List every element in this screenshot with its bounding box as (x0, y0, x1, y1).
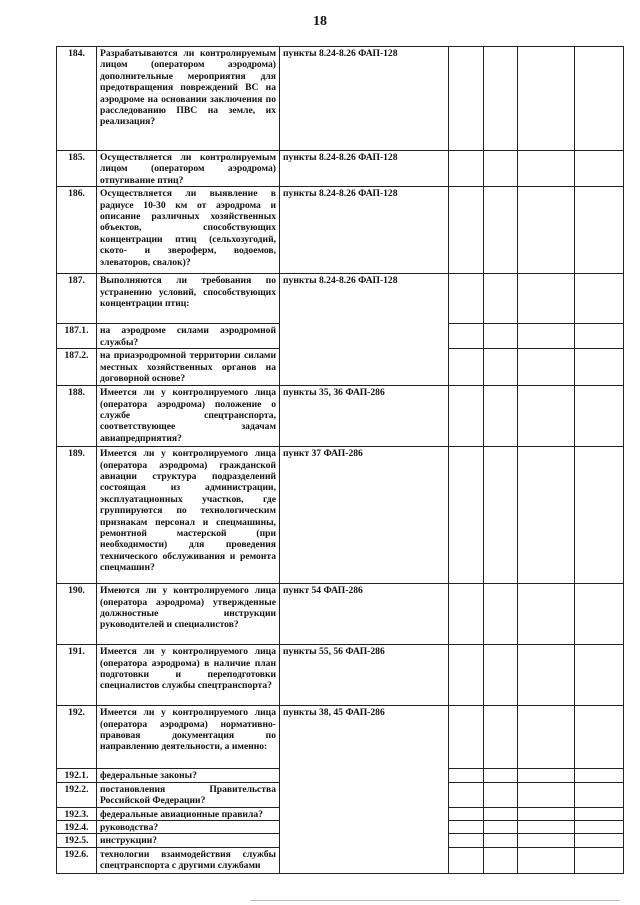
answer-yes-cell[interactable] (449, 821, 484, 834)
table-row (57, 645, 624, 706)
note-cell[interactable] (575, 584, 624, 645)
legal-reference (280, 807, 449, 820)
answer-na-cell[interactable] (518, 324, 575, 349)
table-row (57, 847, 624, 873)
row-number: 184. (57, 47, 97, 151)
row-number: 191. (57, 645, 97, 706)
answer-na-cell[interactable] (518, 645, 575, 706)
answer-yes-cell[interactable] (449, 847, 484, 873)
answer-yes-cell[interactable] (449, 834, 484, 847)
question-text: на приаэродромной территории силами местных хозяйственных органов на договорной основе? (97, 349, 280, 386)
note-cell[interactable] (575, 151, 624, 187)
row-number: 187.2. (57, 349, 97, 386)
answer-yes-cell[interactable] (449, 584, 484, 645)
table-row (57, 349, 624, 386)
note-cell[interactable] (575, 274, 624, 324)
answer-no-cell[interactable] (484, 821, 518, 834)
answer-yes-cell[interactable] (449, 769, 484, 782)
note-cell[interactable] (575, 706, 624, 769)
legal-reference: пункт 54 ФАП-286 (280, 584, 449, 645)
legal-reference: пункты 55, 56 ФАП-286 (280, 645, 449, 706)
note-cell[interactable] (575, 847, 624, 873)
table-row (57, 807, 624, 820)
question-text: Осуществляется ли выявление в радиусе 10-30 км от аэродрома и описание различных хозяйственных объектов, способствующих концентрации птиц (сельхозугодий, ското- и звероферм, водоемов, элеваторов, свалок)? (97, 187, 280, 274)
question-text: федеральные законы? (97, 769, 280, 782)
answer-yes-cell[interactable] (449, 386, 484, 447)
answer-no-cell[interactable] (484, 834, 518, 847)
answer-na-cell[interactable] (518, 151, 575, 187)
page-bottom-rule (250, 900, 620, 901)
answer-na-cell[interactable] (518, 807, 575, 820)
note-cell[interactable] (575, 821, 624, 834)
table-row (57, 447, 624, 584)
answer-no-cell[interactable] (484, 769, 518, 782)
note-cell[interactable] (575, 324, 624, 349)
table-row (57, 782, 624, 807)
question-text: руководства? (97, 821, 280, 834)
table-row (57, 584, 624, 645)
row-number: 192.1. (57, 769, 97, 782)
row-number: 187. (57, 274, 97, 324)
legal-reference: пункт 37 ФАП-286 (280, 447, 449, 584)
answer-yes-cell[interactable] (449, 807, 484, 820)
legal-reference (280, 821, 449, 834)
legal-reference: пункты 8.24-8.26 ФАП-128 (280, 187, 449, 274)
legal-reference: пункты 35, 36 ФАП-286 (280, 386, 449, 447)
answer-yes-cell[interactable] (449, 447, 484, 584)
answer-na-cell[interactable] (518, 187, 575, 274)
page-number: 18 (313, 14, 327, 29)
answer-na-cell[interactable] (518, 782, 575, 807)
table-row (57, 324, 624, 349)
answer-no-cell[interactable] (484, 349, 518, 386)
answer-yes-cell[interactable] (449, 349, 484, 386)
answer-na-cell[interactable] (518, 706, 575, 769)
answer-na-cell[interactable] (518, 584, 575, 645)
note-cell[interactable] (575, 447, 624, 584)
legal-reference (280, 834, 449, 847)
answer-yes-cell[interactable] (449, 645, 484, 706)
row-number: 188. (57, 386, 97, 447)
row-number: 187.1. (57, 324, 97, 349)
answer-no-cell[interactable] (484, 584, 518, 645)
note-cell[interactable] (575, 769, 624, 782)
table-row (57, 706, 624, 769)
table-row (57, 274, 624, 324)
answer-yes-cell[interactable] (449, 706, 484, 769)
note-cell[interactable] (575, 47, 624, 151)
answer-na-cell[interactable] (518, 47, 575, 151)
answer-yes-cell[interactable] (449, 782, 484, 807)
question-text: инструкции? (97, 834, 280, 847)
answer-no-cell[interactable] (484, 386, 518, 447)
row-number: 186. (57, 187, 97, 274)
legal-reference: пункты 8.24-8.26 ФАП-128 (280, 151, 449, 187)
answer-na-cell[interactable] (518, 274, 575, 324)
question-text: Имеется ли у контролируемого лица (оператора аэродрома) нормативно-правовая документация по направлению деятельности, а именно: (97, 706, 280, 769)
row-number: 192.4. (57, 821, 97, 834)
question-text: Выполняются ли требования по устранению условий, способствующих концентрации птиц: (97, 274, 280, 324)
legal-reference: пункты 38, 45 ФАП-286 (280, 706, 449, 769)
row-number: 192.3. (57, 807, 97, 820)
table-row (57, 47, 624, 151)
row-number: 189. (57, 447, 97, 584)
legal-reference (280, 782, 449, 807)
answer-no-cell[interactable] (484, 782, 518, 807)
row-number: 192.2. (57, 782, 97, 807)
table-row (57, 187, 624, 274)
answer-na-cell[interactable] (518, 847, 575, 873)
legal-reference: пункты 8.24-8.26 ФАП-128 (280, 274, 449, 324)
row-number: 185. (57, 151, 97, 187)
question-text: Разрабатываются ли контролируемым лицом (оператором аэродрома) дополнительные мероприятия для предотвращения повреждений ВС на аэродроме на основании заключения по расследованию ПВС на земле, их реализация? (97, 47, 280, 151)
legal-reference: пункты 8.24-8.26 ФАП-128 (280, 47, 449, 151)
row-number: 192.6. (57, 847, 97, 873)
legal-reference (280, 324, 449, 349)
legal-reference (280, 349, 449, 386)
row-number: 192. (57, 706, 97, 769)
row-number: 190. (57, 584, 97, 645)
answer-no-cell[interactable] (484, 274, 518, 324)
answer-na-cell[interactable] (518, 821, 575, 834)
legal-reference (280, 769, 449, 782)
legal-reference (280, 847, 449, 873)
table-row (57, 386, 624, 447)
question-text: Осуществляется ли контролируемым лицом (оператором аэродрома) отпугивание птиц? (97, 151, 280, 187)
question-text: Имеются ли у контролируемого лица (оператора аэродрома) утвержденные должностные инструкции руководителей и специалистов? (97, 584, 280, 645)
answer-no-cell[interactable] (484, 151, 518, 187)
question-text: Имеется ли у контролируемого лица (оператора аэродрома) гражданской авиации структура подразделений состоящая из администрации, эксплуатационных участков, где группируются по технологическим признакам персонал и спецмашины, ремонтной мастерской (при необходимости) для проведения технического обслуживания и ремонта спецмашин? (97, 447, 280, 584)
answer-yes-cell[interactable] (449, 151, 484, 187)
table-row (57, 151, 624, 187)
answer-na-cell[interactable] (518, 386, 575, 447)
answer-yes-cell[interactable] (449, 324, 484, 349)
answer-no-cell[interactable] (484, 706, 518, 769)
inspection-checklist-table (56, 46, 624, 874)
answer-yes-cell[interactable] (449, 47, 484, 151)
table-row (57, 821, 624, 834)
table-row (57, 834, 624, 847)
answer-yes-cell[interactable] (449, 187, 484, 274)
note-cell[interactable] (575, 349, 624, 386)
table-row (57, 769, 624, 782)
answer-na-cell[interactable] (518, 769, 575, 782)
note-cell[interactable] (575, 807, 624, 820)
note-cell[interactable] (575, 187, 624, 274)
question-text: Имеется ли у контролируемого лица (оператора аэродрома) положение о службе спецтранспорта, соответствующее задачам авиапредприятия? (97, 386, 280, 447)
answer-no-cell[interactable] (484, 807, 518, 820)
answer-no-cell[interactable] (484, 447, 518, 584)
answer-na-cell[interactable] (518, 447, 575, 584)
question-text: технологии взаимодействия службы спецтранспорта с другими службами (97, 847, 280, 873)
answer-no-cell[interactable] (484, 324, 518, 349)
question-text: федеральные авиационные правила? (97, 807, 280, 820)
question-text: Имеется ли у контролируемого лица (оператора аэродрома) в наличие план подготовки и переподготовки специалистов службы спецтранспорта? (97, 645, 280, 706)
row-number: 192.5. (57, 834, 97, 847)
answer-no-cell[interactable] (484, 645, 518, 706)
answer-yes-cell[interactable] (449, 274, 484, 324)
note-cell[interactable] (575, 645, 624, 706)
note-cell[interactable] (575, 386, 624, 447)
note-cell[interactable] (575, 782, 624, 807)
answer-na-cell[interactable] (518, 834, 575, 847)
note-cell[interactable] (575, 834, 624, 847)
answer-no-cell[interactable] (484, 847, 518, 873)
answer-no-cell[interactable] (484, 187, 518, 274)
question-text: на аэродроме силами аэродромной службы? (97, 324, 280, 349)
question-text: постановления Правительства Российской Федерации? (97, 782, 280, 807)
answer-na-cell[interactable] (518, 349, 575, 386)
answer-no-cell[interactable] (484, 47, 518, 151)
